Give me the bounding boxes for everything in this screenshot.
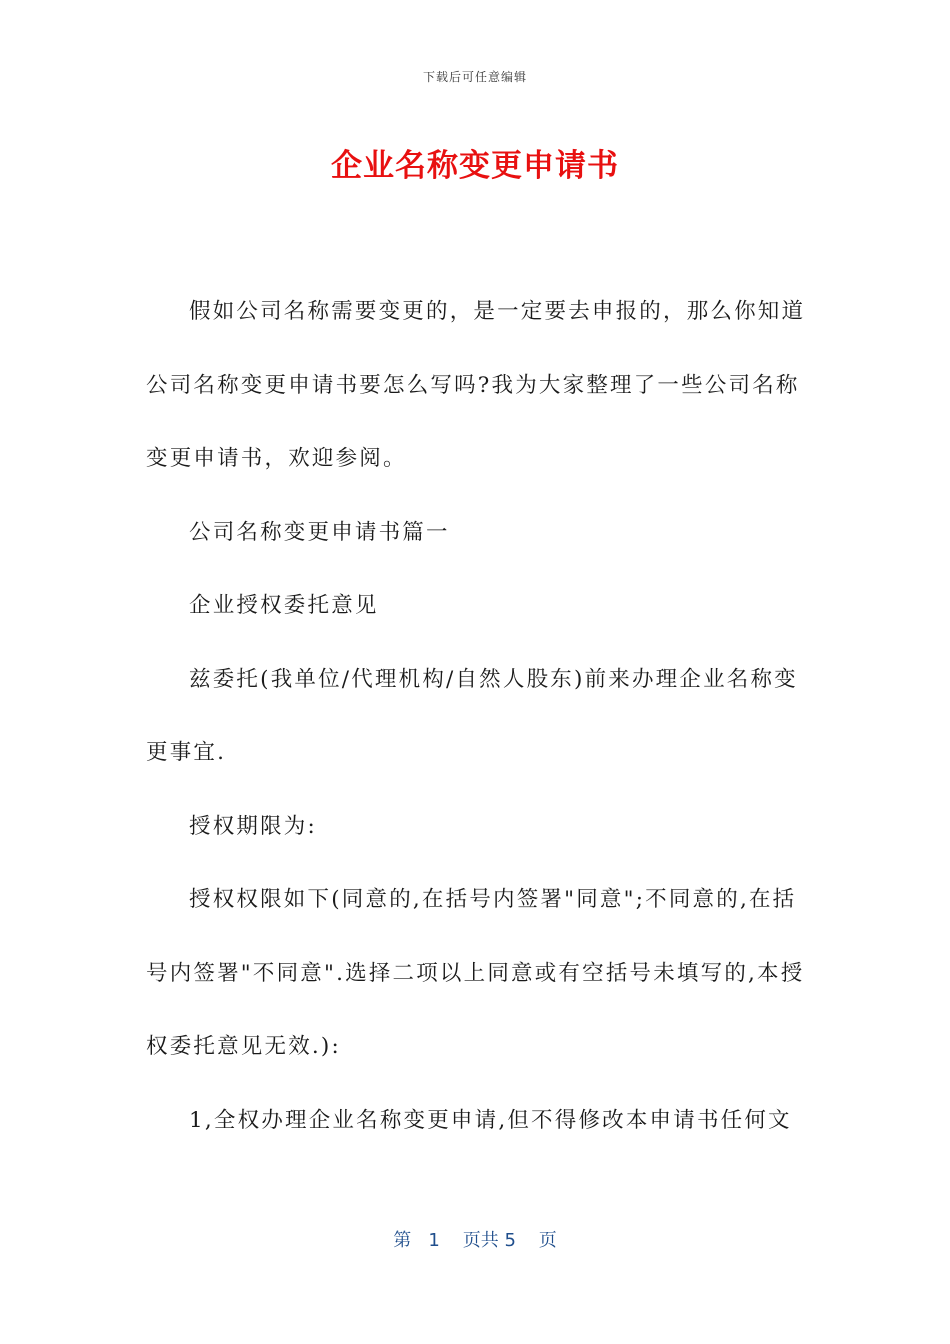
paragraph-item-1: 1,全权办理企业名称变更申请,但不得修改本申请书任何文: [189, 1107, 792, 1133]
paragraph-authority: 授权权限如下(同意的,在括号内签署"同意";不同意的,在括号内签署"不同意".选择二项以上同意或有空括号未填写的,本授权委托意见无效.):: [146, 887, 805, 1059]
document-body: [146, 275, 806, 1157]
paragraph-entrust: 兹委托(我单位/代理机构/自然人股东)前来办理企业名称变更事宜.: [146, 666, 798, 765]
document-title: 企业名称变更申请书: [331, 148, 619, 184]
paragraph-subheading: 企业授权委托意见: [189, 593, 379, 618]
header-note: 下载后可任意编辑: [422, 70, 527, 84]
paragraph-term: 授权期限为:: [189, 813, 317, 839]
footer-page-current: 1: [428, 1230, 440, 1251]
footer-page-suffix: 页: [538, 1230, 557, 1251]
footer-page-middle: 页共: [462, 1230, 499, 1251]
page-footer: [0, 1226, 950, 1252]
paragraph-intro: 假如公司名称需要变更的，是一定要去申报的，那么你知道公司名称变更申请书要怎么写吗?我为大家整理了一些公司名称变更申请书，欢迎参阅。: [146, 299, 806, 471]
footer-page-prefix: 第: [393, 1230, 412, 1251]
footer-page-total: 5: [504, 1230, 516, 1251]
paragraph-section-heading: 公司名称变更申请书篇一: [189, 519, 450, 545]
